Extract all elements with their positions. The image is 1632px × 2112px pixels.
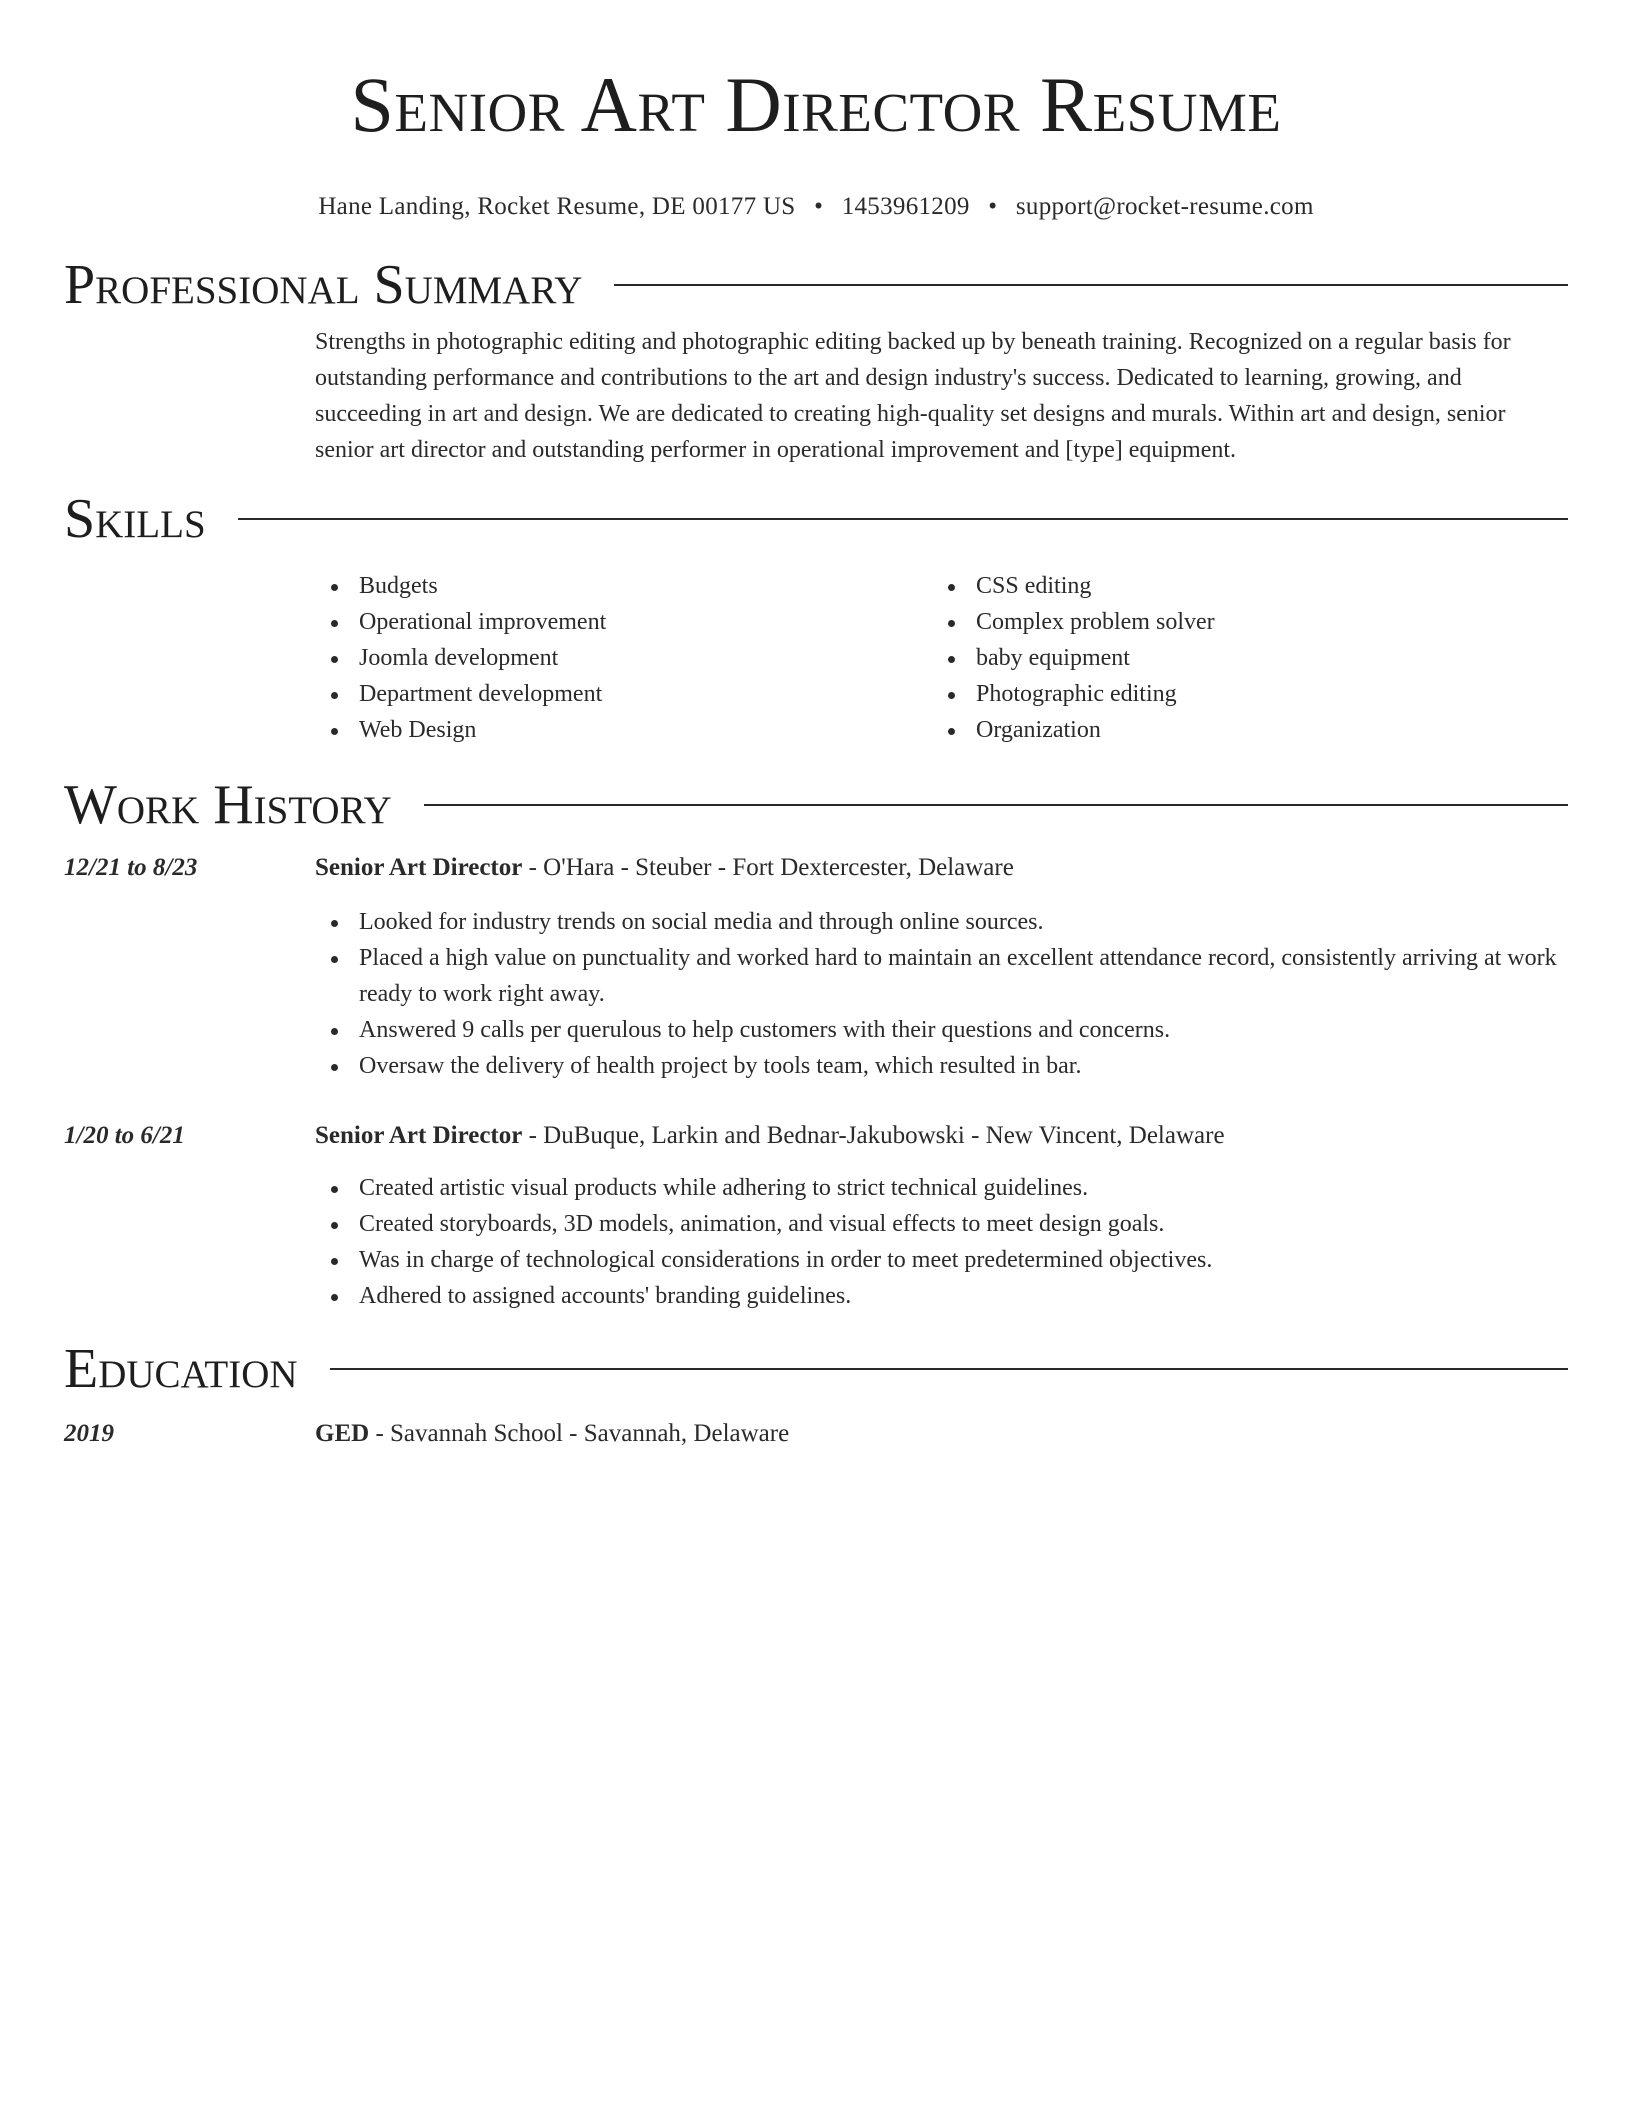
summary-text: Strengths in photographic editing and photographic editing backed up by beneath training. Recognized on a regular basis for outstanding performance and contributions to the art and design industry's success. Dedicated to learning, growing, and succeeding in art and design. We are dedicated to creating high-quality set designs and murals. Within art and design, senior senior art director and outstanding performer in operational improvement and [type] equipment. (315, 329, 1511, 463)
work-heading: Work History (64, 774, 392, 836)
skill-item: Operational improvement (359, 604, 932, 640)
duty-item: Created artistic visual products while adhering to strict technical guidelines. (359, 1170, 1568, 1206)
contact-email: support@rocket-resume.com (1015, 193, 1314, 220)
skills-heading: Skills (64, 488, 206, 550)
contact-separator: • (988, 193, 998, 220)
resume-page (64, 0, 1568, 1452)
work-dates: 1/20 to 6/21 (64, 1122, 185, 1149)
school-details: - Savannah School - Savannah, Delaware (369, 1420, 790, 1447)
skills-column-left (315, 568, 932, 748)
skills-list (315, 568, 1568, 748)
skill-item: Web Design (359, 712, 932, 748)
summary-block (315, 324, 1568, 468)
degree: GED (315, 1420, 370, 1447)
duty-item: Was in charge of technological considerations in order to meet predetermined objectives. (359, 1242, 1568, 1278)
duty-item: Adhered to assigned accounts' branding guidelines. (359, 1278, 1568, 1314)
skill-item: Organization (976, 712, 1549, 748)
contact-separator: • (814, 193, 824, 220)
work-role (315, 850, 1014, 886)
job-details: - DuBuque, Larkin and Bednar-Jakubowski - New Vincent, Delaware (522, 1122, 1225, 1149)
work-dates: 12/21 to 8/23 (64, 854, 198, 881)
education-heading: Education (64, 1338, 298, 1400)
duty-item: Created storyboards, 3D models, animation, and visual effects to meet design goals. (359, 1206, 1568, 1242)
work-entry (64, 1118, 1568, 1314)
skill-item: CSS editing (976, 568, 1549, 604)
work-entry-header (64, 1118, 1568, 1154)
duty-item: Answered 9 calls per querulous to help customers with their questions and concerns. (359, 1012, 1568, 1048)
job-title: Senior Art Director (315, 1122, 523, 1149)
work-section-header (64, 770, 1568, 840)
section-divider (424, 804, 1568, 806)
education-details (315, 1416, 789, 1452)
duty-item: Looked for industry trends on social media and through online sources. (359, 904, 1568, 940)
summary-heading: Professional Summary (64, 254, 583, 316)
summary-section-header (64, 250, 1568, 320)
skill-item: Budgets (359, 568, 932, 604)
job-title: Senior Art Director (315, 854, 523, 881)
resume-title: Senior Art Director Resume (350, 61, 1282, 148)
skills-section-header (64, 484, 1568, 554)
skill-item: baby equipment (976, 640, 1549, 676)
section-divider (330, 1368, 1568, 1370)
education-entry (64, 1416, 1568, 1452)
skill-item: Joomla development (359, 640, 932, 676)
work-entry (64, 850, 1568, 1084)
work-duties (315, 904, 1568, 1084)
section-divider (614, 284, 1568, 286)
section-divider (238, 518, 1568, 520)
skill-item: Photographic editing (976, 676, 1549, 712)
duty-item: Oversaw the delivery of health project by tools team, which resulted in bar. (359, 1048, 1568, 1084)
duties-list (315, 904, 1568, 1084)
skill-item: Department development (359, 676, 932, 712)
work-duties (315, 1170, 1568, 1314)
contact-address: Hane Landing, Rocket Resume, DE 00177 US (318, 193, 796, 220)
work-entry-header (64, 850, 1568, 886)
contact-phone: 1453961209 (841, 193, 970, 220)
duty-item: Placed a high value on punctuality and worked hard to maintain an excellent attendance record, consistently arriving at work ready to work right away. (359, 940, 1568, 1012)
education-year: 2019 (64, 1420, 114, 1447)
skills-column-right (932, 568, 1549, 748)
skill-item: Complex problem solver (976, 604, 1549, 640)
work-role (315, 1118, 1225, 1154)
duties-list (315, 1170, 1568, 1314)
job-details: - O'Hara - Steuber - Fort Dextercester, Delaware (522, 854, 1014, 881)
contact-line (64, 192, 1568, 222)
education-section-header (64, 1334, 1568, 1404)
